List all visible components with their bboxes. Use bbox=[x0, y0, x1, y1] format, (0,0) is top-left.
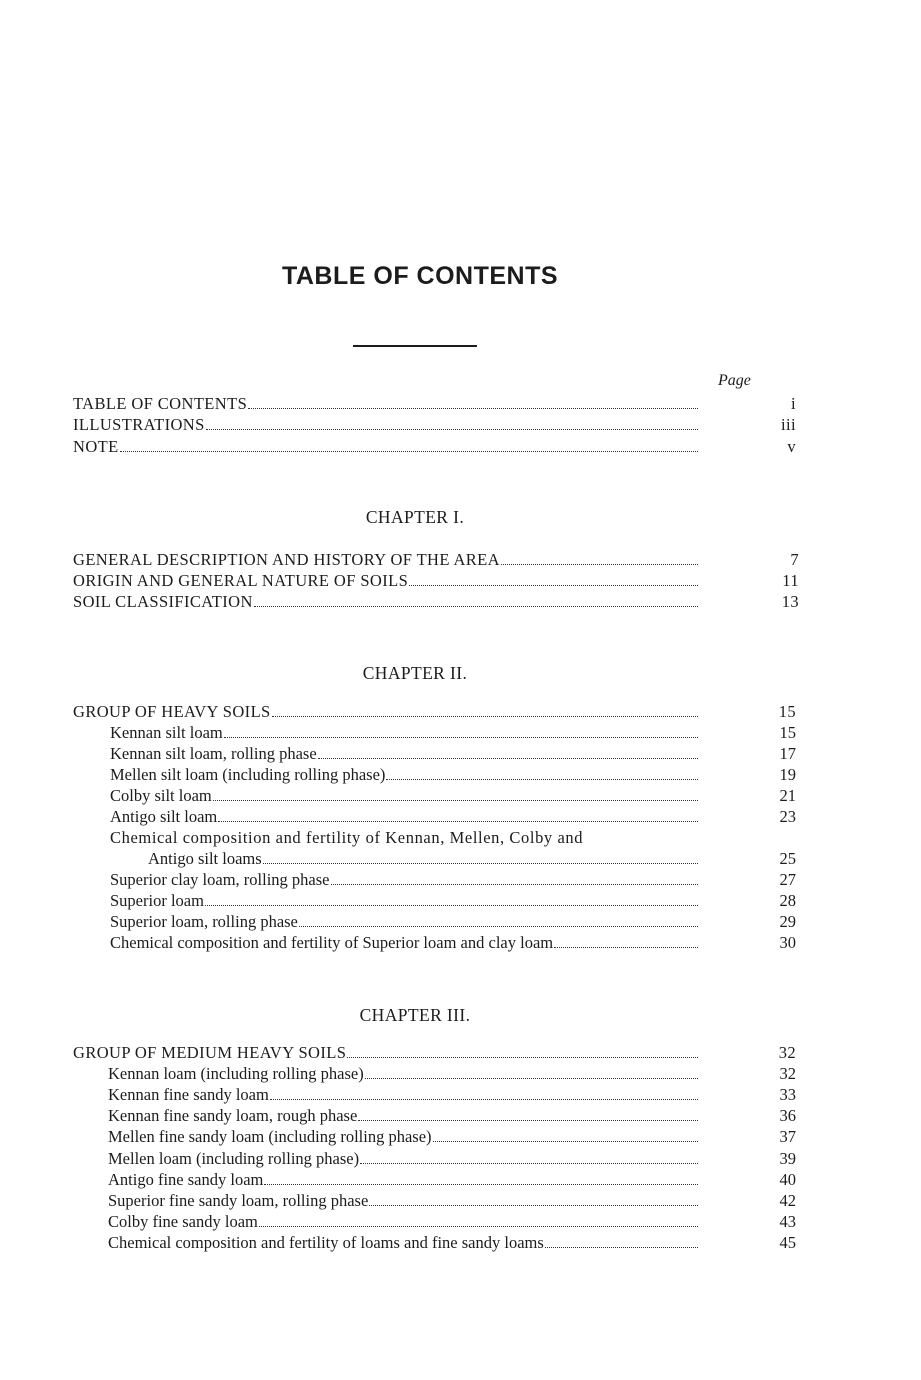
dot-leader bbox=[545, 1247, 698, 1248]
toc-entry[interactable] bbox=[73, 702, 796, 723]
dot-leader bbox=[501, 564, 698, 565]
toc-entry-label: Antigo silt loams bbox=[148, 849, 262, 868]
toc-entry-label: Mellen fine sandy loam (including rolling phase) bbox=[108, 1127, 432, 1146]
dot-leader bbox=[299, 926, 698, 927]
toc-entry-label: Colby silt loam bbox=[110, 786, 212, 805]
toc-entry[interactable] bbox=[108, 1233, 796, 1254]
dot-leader bbox=[365, 1078, 698, 1079]
toc-entry[interactable] bbox=[108, 1127, 796, 1148]
chapter-heading: CHAPTER I. bbox=[365, 507, 465, 527]
toc-entry[interactable] bbox=[108, 1191, 796, 1212]
toc-entry-page: 17 bbox=[779, 744, 796, 763]
toc-entry-page: 19 bbox=[779, 765, 796, 784]
dot-leader bbox=[206, 429, 698, 430]
dot-leader bbox=[360, 1163, 698, 1164]
toc-entry-label: ILLUSTRATIONS bbox=[73, 415, 205, 434]
title-rule bbox=[353, 345, 477, 347]
dot-leader bbox=[263, 863, 698, 864]
dot-leader bbox=[218, 821, 698, 822]
toc-entry-page: iii bbox=[781, 415, 796, 434]
toc-entry-label: Superior loam, rolling phase bbox=[110, 912, 298, 931]
toc-entry-page: 13 bbox=[781, 592, 799, 611]
dot-leader bbox=[120, 451, 698, 452]
toc-entry[interactable] bbox=[73, 1043, 796, 1064]
toc-entry[interactable] bbox=[148, 849, 796, 870]
toc-entry-label: GROUP OF MEDIUM HEAVY SOILS bbox=[73, 1043, 347, 1062]
toc-entry-label: Kennan silt loam, rolling phase bbox=[110, 744, 317, 763]
toc-entry-page: v bbox=[787, 437, 796, 456]
toc-entry-wrapped-line: Chemical composition and fertility of Kennan, Mellen, Colby and bbox=[110, 828, 584, 847]
dot-leader bbox=[224, 737, 698, 738]
toc-entry-label: Chemical composition and fertility of Superior loam and clay loam bbox=[110, 933, 554, 952]
toc-entry-label: Antigo fine sandy loam bbox=[108, 1170, 264, 1189]
toc-entry-label: SOIL CLASSIFICATION bbox=[73, 592, 253, 611]
toc-entry-page: 15 bbox=[778, 702, 796, 721]
dot-leader bbox=[331, 884, 699, 885]
toc-entry[interactable] bbox=[108, 1149, 796, 1170]
page-title: TABLE OF CONTENTS bbox=[281, 262, 559, 290]
toc-entry-page: 32 bbox=[779, 1064, 796, 1083]
toc-entry-page: 37 bbox=[779, 1127, 796, 1146]
toc-entry[interactable] bbox=[108, 1085, 796, 1106]
dot-leader bbox=[272, 716, 698, 717]
toc-entry-label: NOTE bbox=[73, 437, 119, 456]
toc-entry-label: TABLE OF CONTENTS bbox=[73, 394, 248, 413]
dot-leader bbox=[205, 905, 698, 906]
chapter-heading: CHAPTER III. bbox=[359, 1005, 471, 1025]
toc-entry-label: Superior fine sandy loam, rolling phase bbox=[108, 1191, 369, 1210]
toc-entry-page: 23 bbox=[779, 807, 796, 826]
toc-entry[interactable] bbox=[110, 912, 796, 933]
toc-entry[interactable] bbox=[73, 592, 799, 613]
toc-entry-label: Superior clay loam, rolling phase bbox=[110, 870, 330, 889]
toc-entry-page: 32 bbox=[778, 1043, 796, 1062]
dot-leader bbox=[347, 1057, 698, 1058]
toc-entry-page: i bbox=[791, 394, 796, 413]
toc-entry[interactable] bbox=[108, 1106, 796, 1127]
toc-entry-label: Kennan loam (including rolling phase) bbox=[108, 1064, 364, 1083]
toc-entry-label: GENERAL DESCRIPTION AND HISTORY OF THE AREA bbox=[73, 550, 500, 569]
dot-leader bbox=[318, 758, 698, 759]
toc-entry[interactable] bbox=[110, 891, 796, 912]
toc-entry-page: 42 bbox=[779, 1191, 796, 1210]
toc-entry[interactable] bbox=[73, 550, 799, 571]
toc-entry[interactable] bbox=[110, 765, 796, 786]
toc-entry-page: 43 bbox=[779, 1212, 796, 1231]
toc-entry-page: 7 bbox=[790, 550, 799, 569]
dot-leader bbox=[554, 947, 698, 948]
toc-entry[interactable] bbox=[110, 807, 796, 828]
toc-entry-page: 15 bbox=[779, 723, 796, 742]
toc-entry[interactable] bbox=[110, 870, 796, 891]
toc-entry[interactable] bbox=[73, 437, 796, 458]
toc-entry-label: Antigo silt loam bbox=[110, 807, 218, 826]
toc-entry[interactable] bbox=[110, 723, 796, 744]
toc-entry-label: Kennan fine sandy loam, rough phase bbox=[108, 1106, 358, 1125]
dot-leader bbox=[358, 1120, 698, 1121]
toc-entry-label: Mellen silt loam (including rolling phase) bbox=[110, 765, 386, 784]
toc-entry-page: 21 bbox=[779, 786, 796, 805]
toc-entry-page: 29 bbox=[779, 912, 796, 931]
dot-leader bbox=[213, 800, 698, 801]
toc-entry[interactable] bbox=[73, 394, 796, 415]
toc-entry-label: GROUP OF HEAVY SOILS bbox=[73, 702, 271, 721]
dot-leader bbox=[386, 779, 698, 780]
toc-entry[interactable] bbox=[110, 933, 796, 954]
toc-entry-page: 27 bbox=[779, 870, 796, 889]
toc-entry[interactable] bbox=[108, 1212, 796, 1233]
toc-entry-page: 39 bbox=[779, 1149, 796, 1168]
dot-leader bbox=[259, 1226, 698, 1227]
toc-entry-label: Mellen loam (including rolling phase) bbox=[108, 1149, 360, 1168]
dot-leader bbox=[369, 1205, 698, 1206]
toc-entry[interactable] bbox=[108, 1170, 796, 1191]
toc-entry-page: 25 bbox=[779, 849, 796, 868]
toc-entry-page: 45 bbox=[779, 1233, 796, 1252]
dot-leader bbox=[433, 1141, 698, 1142]
toc-entry[interactable] bbox=[110, 786, 796, 807]
chapter-heading: CHAPTER II. bbox=[362, 663, 468, 683]
toc-entry-label: Colby fine sandy loam bbox=[108, 1212, 258, 1231]
dot-leader bbox=[409, 585, 698, 586]
toc-entry-page: 28 bbox=[779, 891, 796, 910]
toc-entry-page: 33 bbox=[779, 1085, 796, 1104]
toc-entry-label: ORIGIN AND GENERAL NATURE OF SOILS bbox=[73, 571, 409, 590]
toc-entry-label: Chemical composition and fertility of loams and fine sandy loams bbox=[108, 1233, 544, 1252]
toc-entry-label: Superior loam bbox=[110, 891, 204, 910]
toc-entry-page: 30 bbox=[779, 933, 796, 952]
toc-entry-page: 40 bbox=[779, 1170, 796, 1189]
toc-entry-page: 36 bbox=[779, 1106, 796, 1125]
toc-entry[interactable] bbox=[73, 415, 796, 436]
toc-entry[interactable] bbox=[108, 1064, 796, 1085]
dot-leader bbox=[248, 408, 698, 409]
dot-leader bbox=[264, 1184, 698, 1185]
toc-entry[interactable] bbox=[73, 571, 799, 592]
toc-entry-label: Kennan fine sandy loam bbox=[108, 1085, 269, 1104]
toc-entry-label: Kennan silt loam bbox=[110, 723, 223, 742]
dot-leader bbox=[254, 606, 698, 607]
toc-entry-page: 11 bbox=[782, 571, 799, 590]
toc-entry[interactable] bbox=[110, 744, 796, 765]
dot-leader bbox=[270, 1099, 698, 1100]
page-column-label: Page bbox=[718, 372, 751, 389]
